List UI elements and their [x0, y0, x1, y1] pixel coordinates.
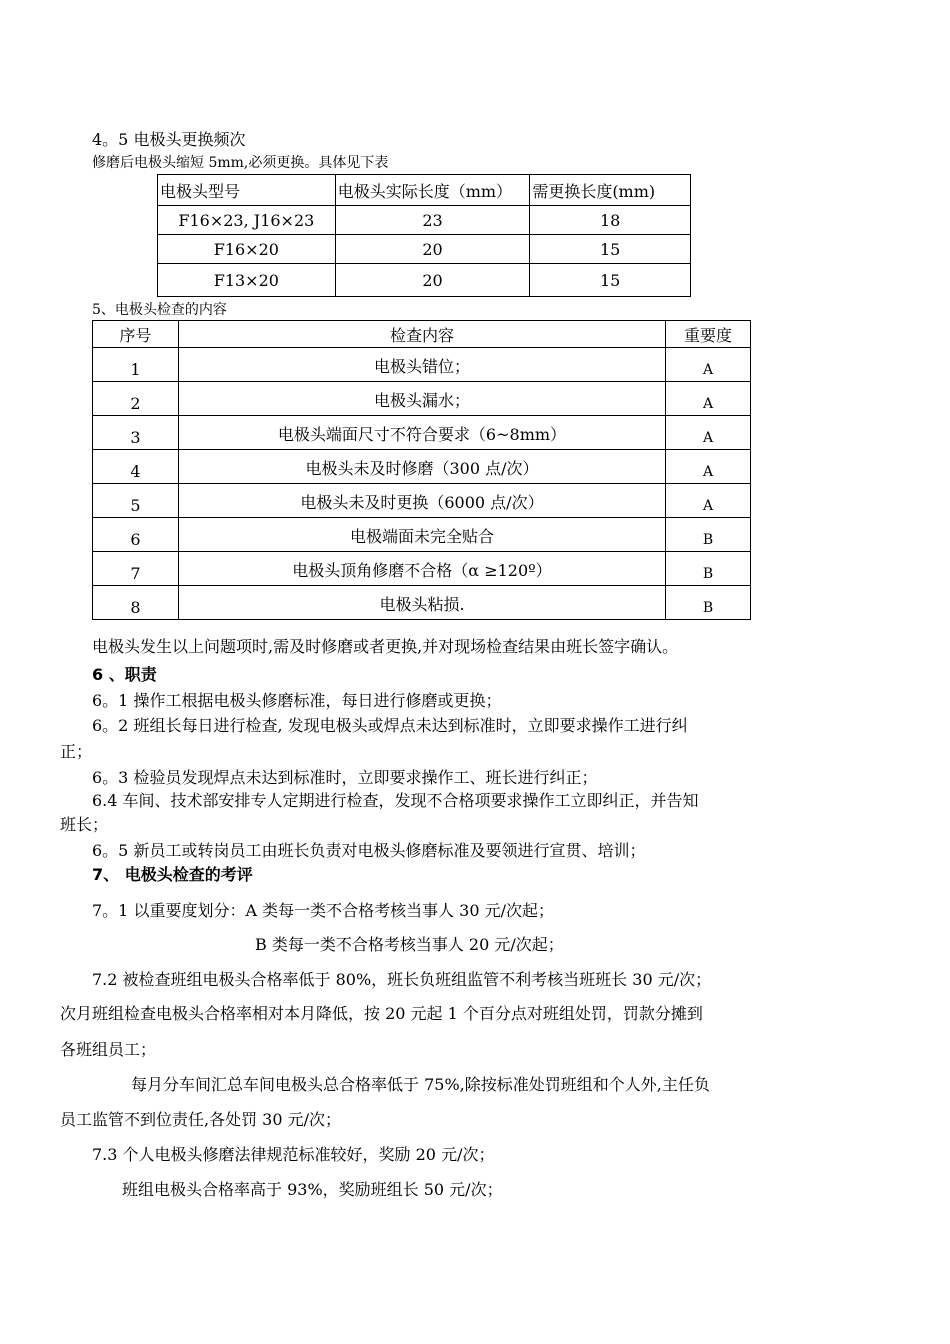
- duty-item-continuation: 正；: [60, 742, 93, 761]
- table-cell: B: [666, 586, 751, 620]
- table-header-row: [93, 321, 751, 348]
- column-header: 序号: [93, 321, 179, 348]
- column-header: 电极头型号: [158, 175, 336, 206]
- table-cell: A: [666, 450, 751, 484]
- inspection-note: 电极头发生以上问题项时,需及时修磨或者更换,并对现场检查结果由班长签字确认。: [92, 637, 679, 656]
- assessment-line: 班组电极头合格率高于 93%，奖励班组长 50 元/次；: [122, 1180, 503, 1199]
- table-header-row: [158, 175, 691, 206]
- section-4-5-note: 修磨后电极头缩短 5mm,必须更换。具体见下表: [92, 155, 389, 171]
- table-cell: 20: [335, 264, 530, 297]
- table-cell: 电极头顶角修磨不合格（α ≥120º）: [178, 552, 665, 586]
- table-cell: 电极头错位；: [178, 348, 665, 382]
- table-cell: A: [666, 382, 751, 416]
- table-row: [93, 586, 751, 620]
- table-row: [158, 206, 691, 235]
- assessment-line: 各班组员工；: [60, 1040, 157, 1059]
- table-cell: 15: [530, 235, 691, 264]
- column-header: 需更换长度(mm): [530, 175, 691, 206]
- table-cell: 4: [93, 450, 179, 484]
- table-cell: 23: [335, 206, 530, 235]
- section-7-heading: 7、 电极头检查的考评: [92, 865, 253, 884]
- assessment-line: 7.3 个人电极头修磨法律规范标准较好，奖励 20 元/次；: [92, 1145, 495, 1164]
- duty-item: 6。2 班组长每日进行检查, 发现电极头或焊点未达到标准时，立即要求操作工进行纠: [92, 716, 688, 735]
- table-cell: 18: [530, 206, 691, 235]
- table-row: [93, 382, 751, 416]
- section-5-heading: 5、电极头检查的内容: [92, 302, 227, 318]
- duty-item: 6.4 车间、技术部安排专人定期进行检查，发现不合格项要求操作工立即纠正，并告知: [92, 791, 699, 810]
- table-cell: 5: [93, 484, 179, 518]
- assessment-line: 每月分车间汇总车间电极头总合格率低于 75%,除按标准处罚班组和个人外,主任负: [131, 1075, 710, 1094]
- column-header: 重要度: [666, 321, 751, 348]
- table-cell: 7: [93, 552, 179, 586]
- table-row: [93, 518, 751, 552]
- table-cell: A: [666, 416, 751, 450]
- table-cell: B: [666, 552, 751, 586]
- table-row: [158, 235, 691, 264]
- assessment-line: 次月班组检查电极头合格率相对本月降低，按 20 元起 1 个百分点对班组处罚，罚款分摊到: [60, 1004, 703, 1023]
- table-cell: 2: [93, 382, 179, 416]
- table-row: [158, 264, 691, 297]
- assessment-line: 员工监管不到位责任,各处罚 30 元/次；: [60, 1110, 342, 1129]
- electrode-length-table: [157, 174, 691, 297]
- table-cell: A: [666, 348, 751, 382]
- table-cell: 电极头粘损.: [178, 586, 665, 620]
- table-row: [93, 484, 751, 518]
- duty-item: 6。5 新员工或转岗员工由班长负责对电极头修磨标准及要领进行宣贯、培训；: [92, 841, 646, 860]
- assessment-line: 7.2 被检查班组电极头合格率低于 80%，班长负班组监管不利考核当班班长 30 元/次；: [92, 970, 712, 989]
- table-row: [93, 416, 751, 450]
- table-row: [93, 348, 751, 382]
- table-cell: F16×20: [158, 235, 336, 264]
- table-cell: 1: [93, 348, 179, 382]
- table-cell: B: [666, 518, 751, 552]
- table-cell: 8: [93, 586, 179, 620]
- inspection-content-table: [92, 320, 751, 620]
- table-cell: F13×20: [158, 264, 336, 297]
- column-header: 电极头实际长度（mm）: [335, 175, 530, 206]
- table-cell: F16×23, J16×23: [158, 206, 336, 235]
- table-cell: 3: [93, 416, 179, 450]
- duty-item: 6。1 操作工根据电极头修磨标准，每日进行修磨或更换；: [92, 691, 502, 710]
- duty-item-continuation: 班长；: [60, 815, 109, 834]
- duty-item: 6。3 检验员发现焊点未达到标准时，立即要求操作工、班长进行纠正；: [92, 768, 598, 787]
- table-cell: 电极头端面尺寸不符合要求（6~8mm）: [178, 416, 665, 450]
- column-header: 检查内容: [178, 321, 665, 348]
- assessment-line: B 类每一类不合格考核当事人 20 元/次起；: [255, 935, 564, 954]
- section-6-heading: 6 、职责: [92, 665, 157, 684]
- assessment-line: 7。1 以重要度划分：A 类每一类不合格考核当事人 30 元/次起；: [92, 901, 555, 920]
- table-cell: 电极头漏水；: [178, 382, 665, 416]
- table-cell: 20: [335, 235, 530, 264]
- table-row: [93, 450, 751, 484]
- table-cell: 电极端面未完全贴合: [178, 518, 665, 552]
- table-cell: 电极头未及时修磨（300 点/次）: [178, 450, 665, 484]
- table-cell: A: [666, 484, 751, 518]
- table-row: [93, 552, 751, 586]
- section-4-5-heading: 4。5 电极头更换频次: [92, 130, 246, 149]
- table-cell: 15: [530, 264, 691, 297]
- table-cell: 电极头未及时更换（6000 点/次）: [178, 484, 665, 518]
- table-cell: 6: [93, 518, 179, 552]
